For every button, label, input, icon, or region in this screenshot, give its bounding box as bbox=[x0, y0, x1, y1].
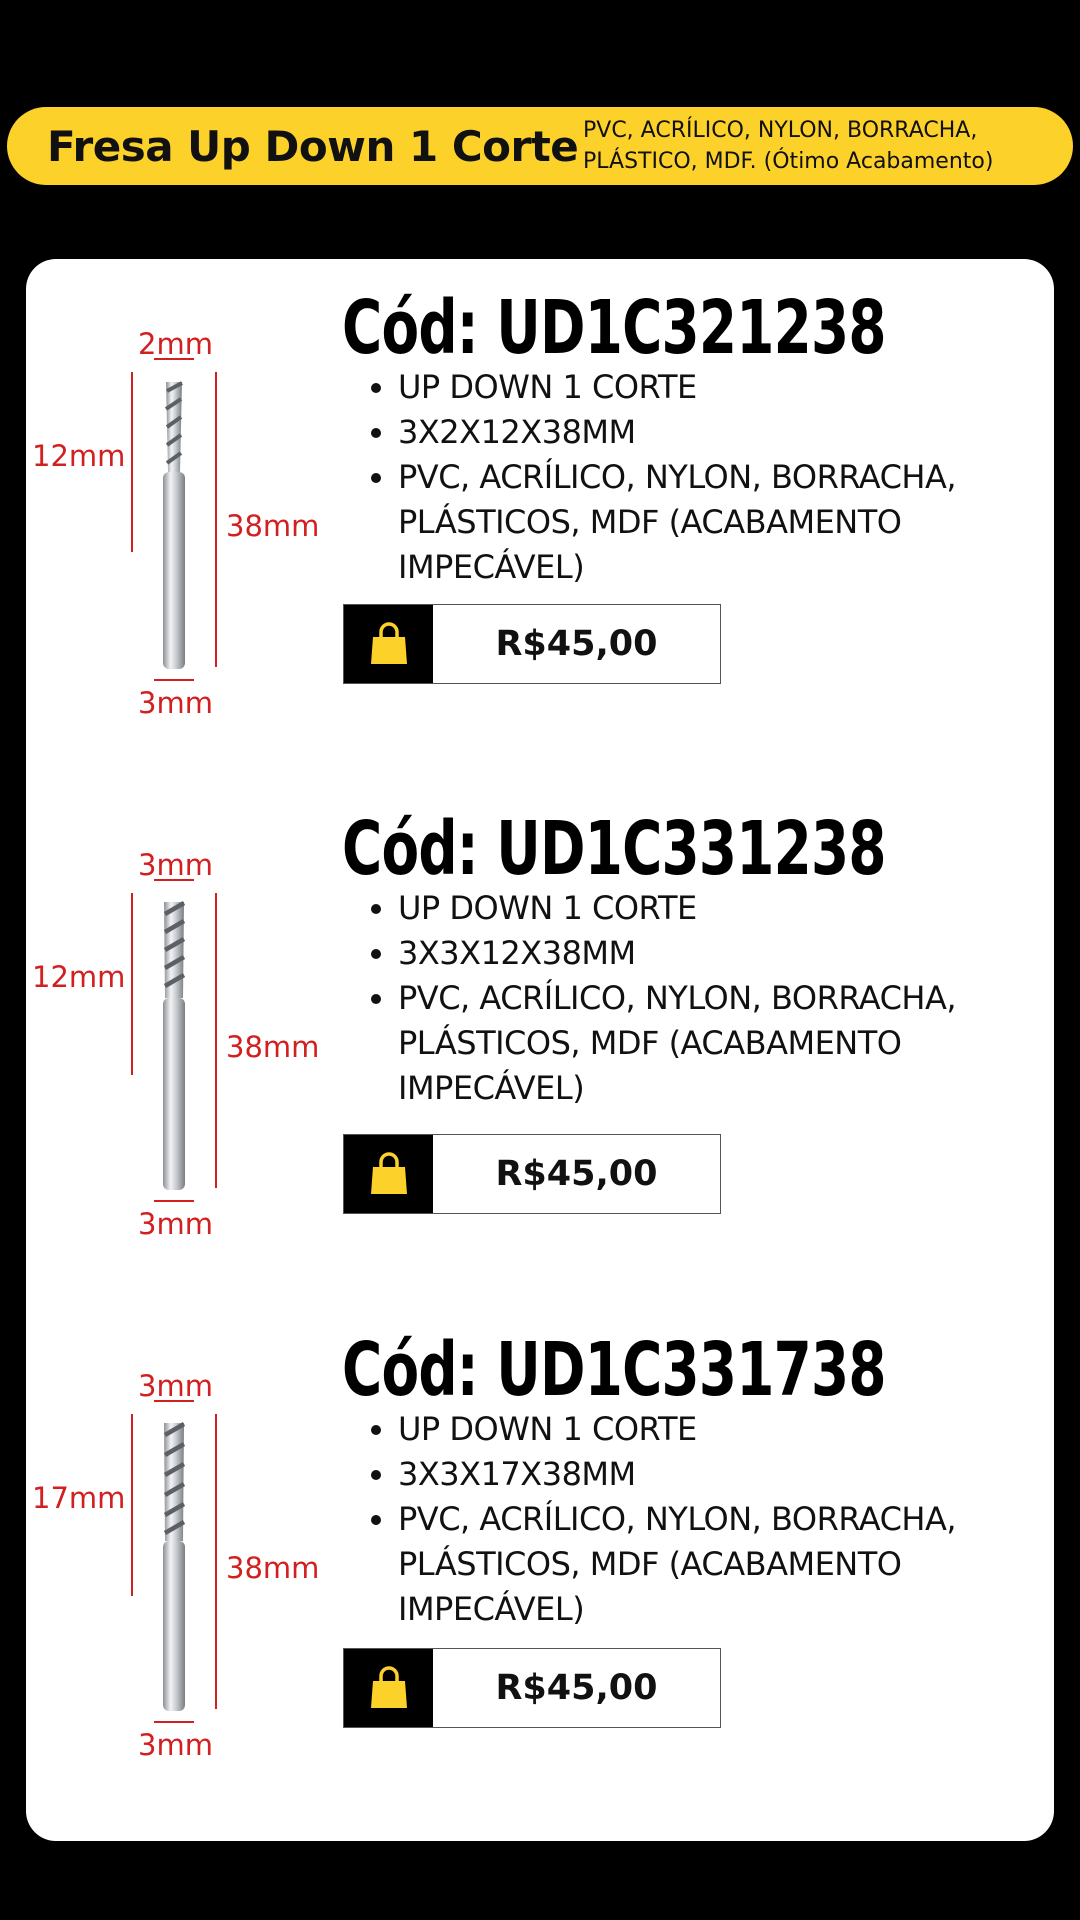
banner-subtitle-line-2: PLÁSTICO, MDF. (Ótimo Acabamento) bbox=[583, 149, 994, 174]
feature-list bbox=[342, 365, 1008, 590]
product-code: Cód: UD1C321238 bbox=[342, 285, 886, 371]
feature-item: • UP DOWN 1 CORTE bbox=[398, 886, 1008, 931]
banner-subtitle-line-1: PVC, ACRÍLICO, NYLON, BORRACHA, bbox=[583, 118, 978, 143]
product-item bbox=[26, 1301, 1054, 1762]
cut-length-label: 12mm bbox=[32, 439, 126, 473]
feature-item: • UP DOWN 1 CORTE bbox=[398, 365, 1008, 410]
cut-length-label: 12mm bbox=[32, 960, 126, 994]
feature-item: • 3X2X12X38MM bbox=[398, 410, 1008, 455]
shank-diameter-label: 3mm bbox=[138, 1207, 213, 1241]
router-bit-diagram bbox=[26, 1301, 356, 1762]
feature-list bbox=[342, 886, 1008, 1111]
product-item bbox=[26, 259, 1054, 720]
shank-diameter-label: 3mm bbox=[138, 686, 213, 720]
shopping-bag-icon bbox=[368, 622, 410, 666]
buy-box[interactable] bbox=[343, 1648, 721, 1728]
total-length-label: 38mm bbox=[226, 1551, 320, 1585]
cut-length-label: 17mm bbox=[32, 1481, 126, 1515]
total-length-label: 38mm bbox=[226, 509, 320, 543]
buy-box[interactable] bbox=[343, 604, 721, 684]
router-bit-diagram bbox=[26, 780, 356, 1241]
total-length-label: 38mm bbox=[226, 1030, 320, 1064]
add-to-cart-button[interactable] bbox=[344, 605, 433, 683]
banner-title: Fresa Up Down 1 Corte bbox=[47, 122, 579, 171]
tip-diameter-label: 3mm bbox=[138, 1369, 213, 1403]
price: R$45,00 bbox=[495, 1668, 658, 1708]
title-banner bbox=[7, 107, 1073, 185]
router-bit-diagram bbox=[26, 259, 356, 720]
feature-item: • UP DOWN 1 CORTE bbox=[398, 1407, 1008, 1452]
add-to-cart-button[interactable] bbox=[344, 1649, 433, 1727]
shopping-bag-icon bbox=[368, 1152, 410, 1196]
router-bit-drawing bbox=[26, 780, 356, 1210]
price: R$45,00 bbox=[495, 624, 658, 664]
feature-item: • 3X3X17X38MM bbox=[398, 1452, 1008, 1497]
feature-item: • 3X3X12X38MM bbox=[398, 931, 1008, 976]
banner-subtitle bbox=[583, 115, 993, 177]
price: R$45,00 bbox=[495, 1154, 658, 1194]
product-card bbox=[26, 259, 1054, 1841]
shank-diameter-label: 3mm bbox=[138, 1728, 213, 1762]
feature-item: • PVC, ACRÍLICO, NYLON, BORRACHA, PLÁSTICOS, MDF (ACABAMENTO IMPECÁVEL) bbox=[398, 976, 1008, 1111]
buy-box[interactable] bbox=[343, 1134, 721, 1214]
add-to-cart-button[interactable] bbox=[344, 1135, 433, 1213]
product-code: Cód: UD1C331738 bbox=[342, 1327, 886, 1413]
feature-item: • PVC, ACRÍLICO, NYLON, BORRACHA, PLÁSTICOS, MDF (ACABAMENTO IMPECÁVEL) bbox=[398, 455, 1008, 590]
product-item bbox=[26, 780, 1054, 1241]
product-code: Cód: UD1C331238 bbox=[342, 806, 886, 892]
feature-item: • PVC, ACRÍLICO, NYLON, BORRACHA, PLÁSTICOS, MDF (ACABAMENTO IMPECÁVEL) bbox=[398, 1497, 1008, 1632]
router-bit-drawing bbox=[26, 259, 356, 689]
shopping-bag-icon bbox=[368, 1666, 410, 1710]
tip-diameter-label: 3mm bbox=[138, 848, 213, 882]
tip-diameter-label: 2mm bbox=[138, 327, 213, 361]
router-bit-drawing bbox=[26, 1301, 356, 1731]
feature-list bbox=[342, 1407, 1008, 1632]
